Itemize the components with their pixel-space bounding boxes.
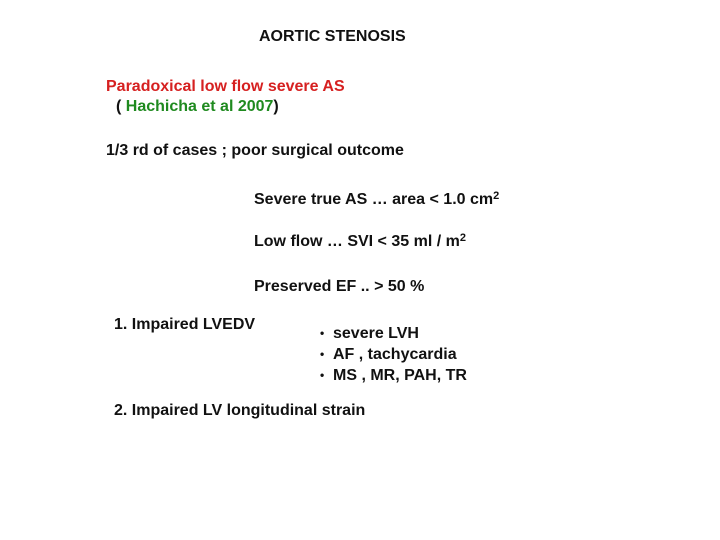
list-item	[320, 365, 467, 386]
cases-line: 1/3 rd of cases ; poor surgical outcome	[106, 142, 404, 159]
item-impaired-lvedv: 1. Impaired LVEDV	[114, 316, 256, 333]
list-item-text: MS , MR, PAH, TR	[333, 367, 467, 384]
citation-ref: Hachicha et al 2007	[125, 98, 274, 115]
citation-close: )	[273, 98, 279, 115]
list-item-text: severe LVH	[333, 325, 419, 342]
item-impaired-strain: 2. Impaired LV longitudinal strain	[114, 402, 366, 419]
slide-subtitle: Paradoxical low flow severe AS	[106, 78, 345, 95]
criterion-area	[254, 192, 499, 208]
criterion-low-flow	[254, 234, 466, 250]
criterion-area-sup: 2	[493, 190, 500, 202]
criterion-low-flow-sup: 2	[459, 232, 466, 244]
list-item	[320, 323, 467, 344]
list-item	[320, 344, 467, 365]
criterion-area-text: Severe true AS … area < 1.0 cm	[254, 191, 494, 208]
list-item-text: AF , tachycardia	[333, 346, 457, 363]
citation	[116, 99, 279, 115]
slide-title: AORTIC STENOSIS	[259, 28, 406, 45]
citation-open: (	[116, 98, 126, 115]
bullet-icon: •	[320, 347, 325, 361]
bullet-icon: •	[320, 326, 325, 340]
criterion-ef-text: Preserved EF .. > 50 %	[254, 278, 425, 295]
criterion-ef	[254, 279, 424, 295]
criterion-low-flow-text: Low flow … SVI < 35 ml / m	[254, 233, 460, 250]
cause-list	[320, 323, 467, 386]
bullet-icon: •	[320, 368, 325, 382]
